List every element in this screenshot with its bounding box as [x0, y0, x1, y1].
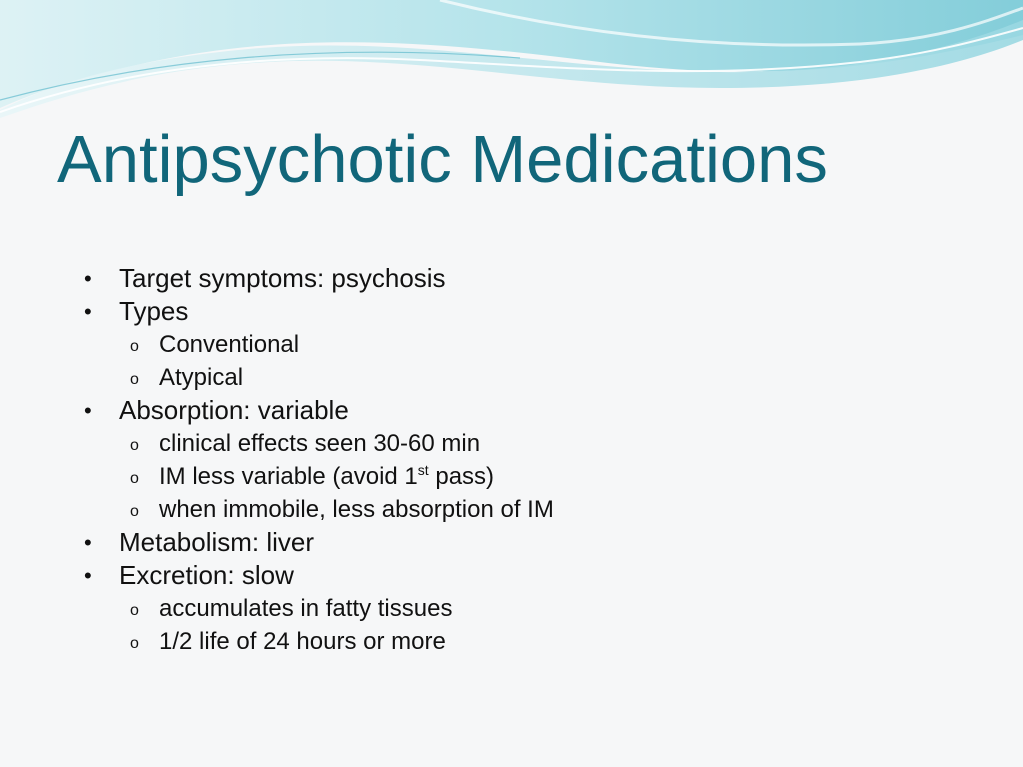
list-item-text: Target symptoms: psychosis	[119, 263, 446, 293]
sub-list-item	[0, 592, 1023, 625]
sub-bullet-icon: o	[130, 437, 139, 454]
list-item-text: Metabolism: liver	[119, 527, 315, 557]
list-item-text: Types	[119, 296, 189, 326]
list-item-text: Absorption: variable	[119, 395, 349, 425]
sub-list-item	[0, 328, 1023, 361]
list-item	[0, 394, 1023, 427]
list-item	[0, 262, 1023, 295]
sub-bullet-icon: o	[130, 371, 139, 388]
sub-bullet-icon: o	[130, 602, 139, 619]
bullet-list	[0, 262, 1023, 658]
sub-bullet-icon: o	[130, 470, 139, 487]
sub-list-item	[0, 427, 1023, 460]
list-item	[0, 526, 1023, 559]
bullet-icon: •	[84, 266, 92, 291]
sub-list-item	[0, 361, 1023, 394]
sub-list-item-text	[159, 460, 494, 493]
bullet-icon: •	[84, 563, 92, 588]
sub-list-item-text: Atypical	[159, 364, 244, 391]
sub-bullet-icon: o	[130, 503, 139, 520]
sub-bullet-icon: o	[130, 338, 139, 355]
sub-bullet-icon: o	[130, 635, 139, 652]
sub-list-item	[0, 493, 1023, 526]
sub-list-item	[0, 460, 1023, 493]
sub-list-item-text-part: pass)	[428, 463, 495, 490]
superscript-text: st	[417, 462, 429, 478]
bullet-icon: •	[84, 530, 92, 555]
bullet-icon: •	[84, 299, 92, 324]
sub-list-item-text: when immobile, less absorption of IM	[159, 496, 554, 523]
sub-list-item-text: clinical effects seen 30-60 min	[159, 430, 481, 457]
decorative-wave-banner	[0, 0, 1023, 120]
sub-list-item	[0, 625, 1023, 658]
list-item-text: Excretion: slow	[119, 560, 294, 590]
bullet-icon: •	[84, 398, 92, 423]
sub-list-item-text: 1/2 life of 24 hours or more	[159, 628, 446, 655]
sub-list-item-text: accumulates in fatty tissues	[159, 595, 453, 622]
slide-title: Antipsychotic Medications	[57, 122, 828, 197]
sub-list-item-text-part: IM less variable (avoid 1	[159, 463, 418, 490]
list-item	[0, 295, 1023, 328]
sub-list-item-text: Conventional	[159, 331, 300, 358]
list-item	[0, 559, 1023, 592]
